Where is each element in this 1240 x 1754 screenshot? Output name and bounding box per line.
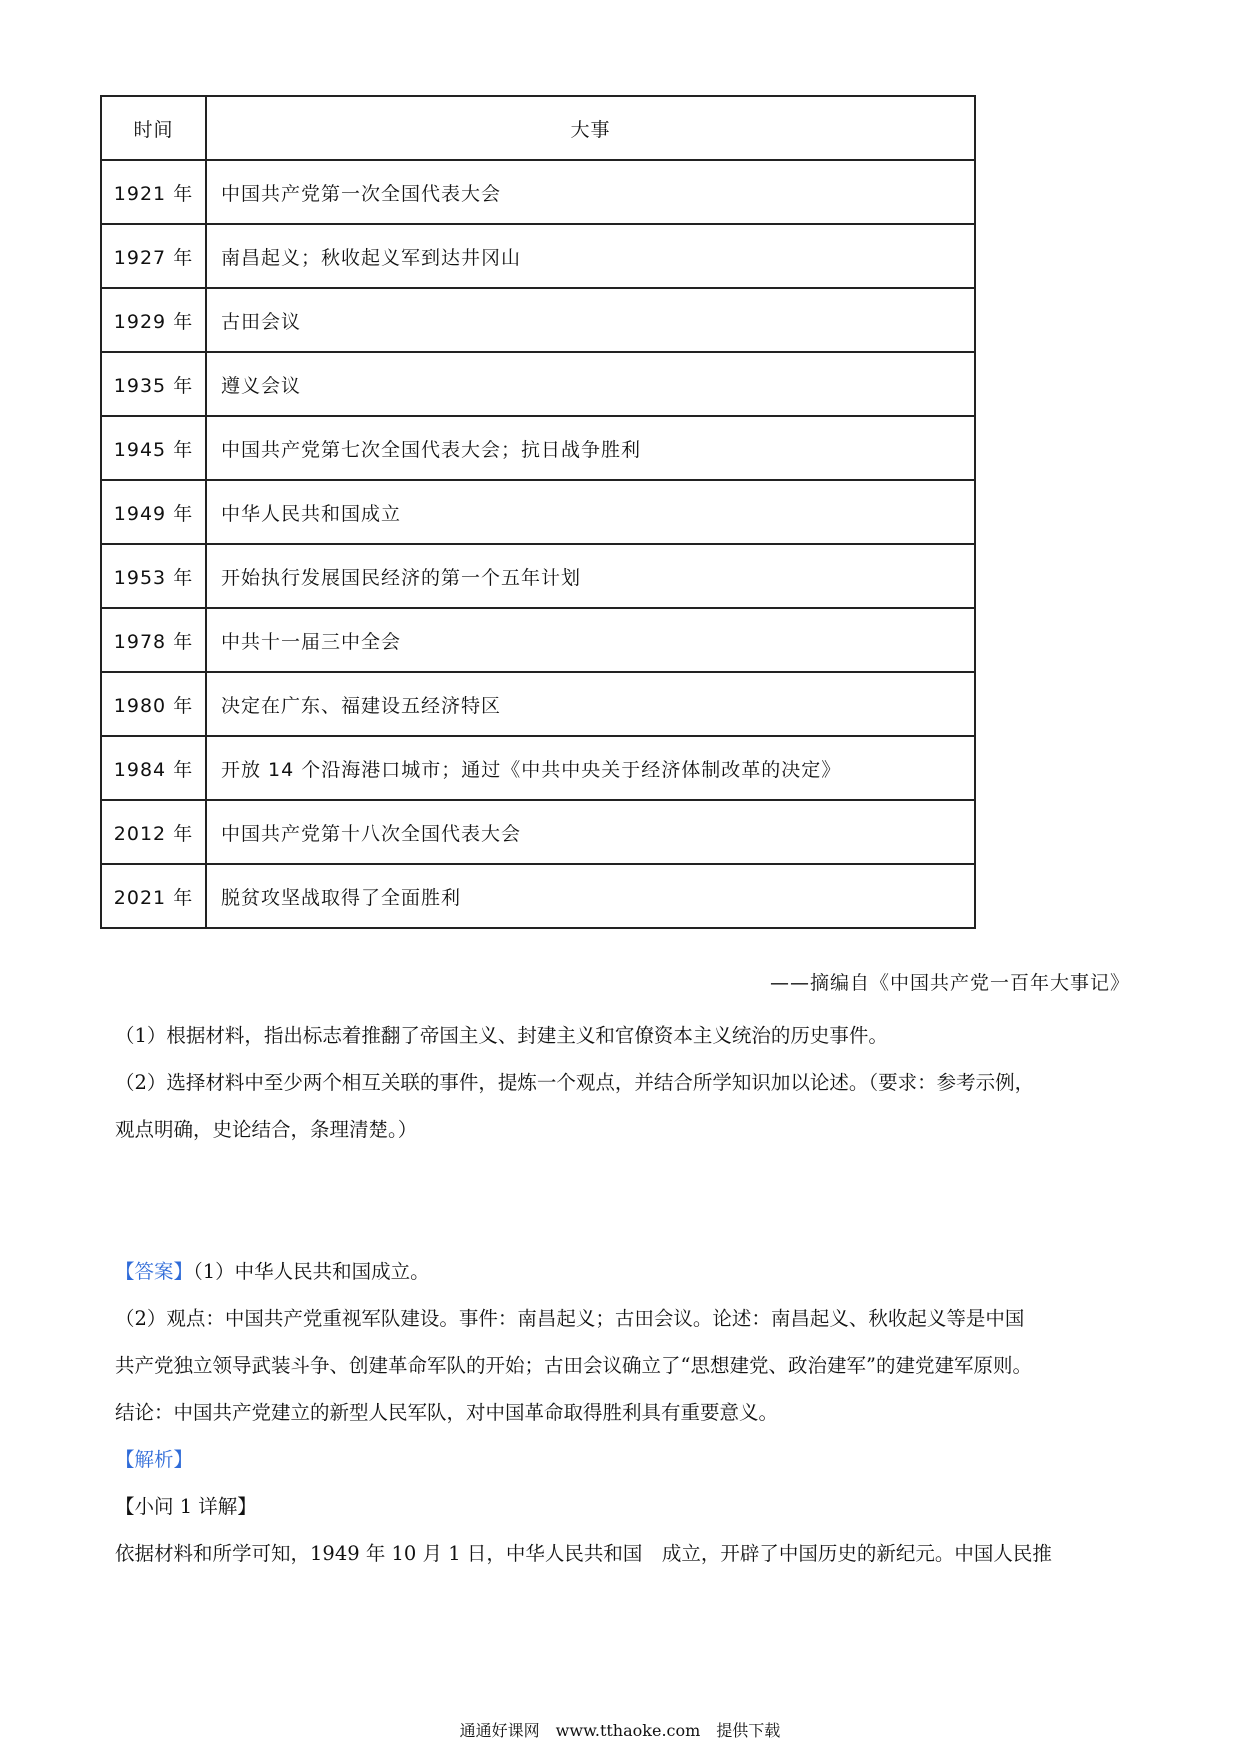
answer-2-line-1: （2）观点：中国共产党重视军队建设。事件：南昌起义；古田会议。论述：南昌起义、秋收起义等是中国: [115, 1307, 1025, 1330]
table-row: [101, 416, 975, 480]
table-row: [101, 480, 975, 544]
question-1: （1）根据材料，指出标志着推翻了帝国主义、封建主义和官僚资本主义统治的历史事件。: [115, 1024, 888, 1047]
table-row: [101, 224, 975, 288]
row-event: 中国共产党第七次全国代表大会；抗日战争胜利: [206, 416, 975, 480]
answer-section: [115, 1248, 1140, 1577]
row-event: 遵义会议: [206, 352, 975, 416]
table-header-row: [101, 96, 975, 160]
row-year: 1949 年: [101, 480, 206, 544]
row-event: 中共十一届三中全会: [206, 608, 975, 672]
table-row: [101, 864, 975, 928]
row-event: 中国共产党第十八次全国代表大会: [206, 800, 975, 864]
row-year: 1980 年: [101, 672, 206, 736]
row-year: 1921 年: [101, 160, 206, 224]
row-year: 1978 年: [101, 608, 206, 672]
row-year: 1927 年: [101, 224, 206, 288]
question-2-line-1: （2）选择材料中至少两个相互关联的事件，提炼一个观点，并结合所学知识加以论述。（要求：参考示例，: [115, 1071, 1035, 1094]
row-year: 1929 年: [101, 288, 206, 352]
analysis-text: 依据材料和所学可知，1949 年 10 月 1 日，中华人民共和国 成立，开辟了中国历史的新纪元。中国人民推: [115, 1542, 1052, 1565]
row-year: 2012 年: [101, 800, 206, 864]
analysis-label: 【解析】: [115, 1448, 194, 1471]
answer-2-line-2: 共产党独立领导武装斗争、创建革命军队的开始；古田会议确立了“思想建党、政治建军”的建党建军原则。: [115, 1354, 1032, 1377]
questions: [115, 1012, 1140, 1153]
table-row: [101, 352, 975, 416]
answer-2-line-3: 结论：中国共产党建立的新型人民军队，对中国革命取得胜利具有重要意义。: [115, 1401, 779, 1424]
table-row: [101, 672, 975, 736]
answer-label: 【答案】: [115, 1260, 194, 1283]
row-event: 脱贫攻坚战取得了全面胜利: [206, 864, 975, 928]
row-event: 开始执行发展国民经济的第一个五年计划: [206, 544, 975, 608]
row-event: 古田会议: [206, 288, 975, 352]
row-year: 2021 年: [101, 864, 206, 928]
table-row: [101, 288, 975, 352]
answer-line-1: [115, 1248, 1140, 1295]
table-row: [101, 160, 975, 224]
row-event: 中国共产党第一次全国代表大会: [206, 160, 975, 224]
question-2-line-2: 观点明确，史论结合，条理清楚。）: [115, 1118, 418, 1141]
row-year: 1935 年: [101, 352, 206, 416]
header-event: 大事: [206, 96, 975, 160]
row-year: 1953 年: [101, 544, 206, 608]
header-time: 时间: [101, 96, 206, 160]
row-event: 开放 14 个沿海港口城市；通过《中共中央关于经济体制改革的决定》: [206, 736, 975, 800]
events-table: [100, 95, 976, 929]
row-year: 1984 年: [101, 736, 206, 800]
row-event: 中华人民共和国成立: [206, 480, 975, 544]
source-citation: ——摘编自《中国共产党一百年大事记》: [769, 972, 1130, 994]
row-event: 决定在广东、福建设五经济特区: [206, 672, 975, 736]
analysis-sub-label: 【小问 1 详解】: [115, 1495, 257, 1518]
footer: 通通好课网 www.tthaoke.com 提供下载: [459, 1721, 781, 1740]
table-row: [101, 736, 975, 800]
table-row: [101, 608, 975, 672]
answer-1: （1）中华人民共和国成立。: [193, 1260, 430, 1283]
row-event: 南昌起义；秋收起义军到达井冈山: [206, 224, 975, 288]
table-row: [101, 544, 975, 608]
table-row: [101, 800, 975, 864]
row-year: 1945 年: [101, 416, 206, 480]
